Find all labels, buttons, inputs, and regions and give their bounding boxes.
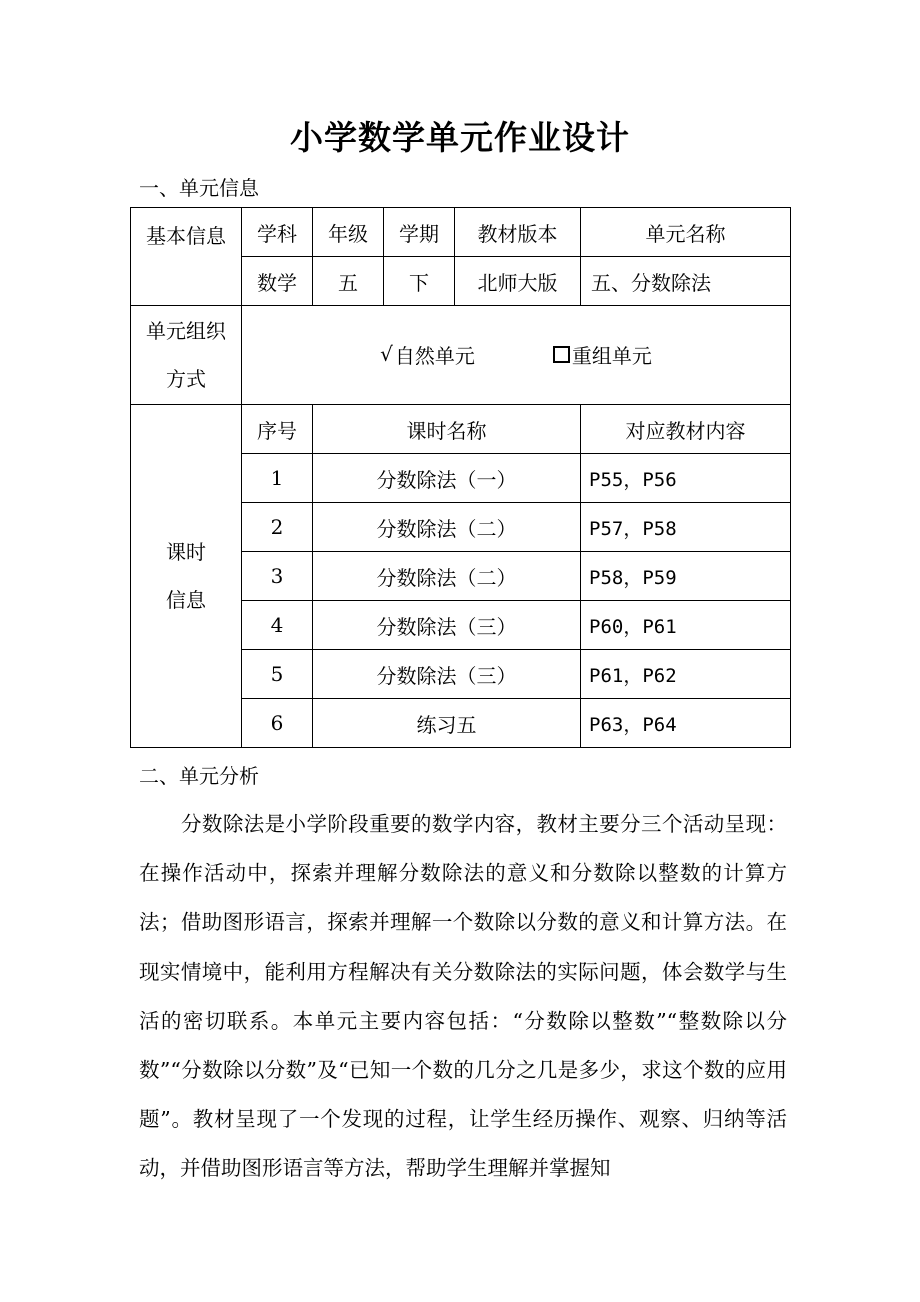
org-label [131,306,242,405]
natural-unit-option[interactable] [380,318,475,390]
table-row [131,405,791,454]
header-pages: 对应教材内容 [581,405,791,454]
lesson-name: 练习五 [313,699,581,748]
section-heading-unit-analysis: 二、单元分析 [139,764,259,788]
lesson-no: 6 [242,699,313,748]
basic-info-label: 基本信息 [131,208,242,306]
regroup-unit-label: 重组单元 [571,343,652,368]
regroup-unit-option[interactable] [553,318,652,390]
lesson-name: 分数除法（一） [313,454,581,503]
header-grade: 年级 [313,208,384,257]
lesson-name: 分数除法（二） [313,552,581,601]
header-no: 序号 [242,405,313,454]
section-heading-unit-info: 一、单元信息 [139,176,259,200]
header-edition: 教材版本 [455,208,581,257]
lesson-pages: P61，P62 [581,650,791,699]
header-lesson-name: 课时名称 [313,405,581,454]
lesson-no: 5 [242,650,313,699]
page-title: 小学数学单元作业设计 [290,118,630,157]
org-options [242,306,791,405]
lesson-name: 分数除法（三） [313,601,581,650]
org-label-line2: 方式 [166,367,206,391]
lesson-label-line2: 信息 [166,588,206,612]
value-unit-name: 五、分数除法 [581,257,791,306]
lesson-label-line1: 课时 [166,540,206,564]
value-term: 下 [384,257,455,306]
value-edition: 北师大版 [455,257,581,306]
lesson-pages: P57，P58 [581,503,791,552]
check-mark-icon: √ [380,342,393,366]
analysis-paragraph: 分数除法是小学阶段重要的数学内容，教材主要分三个活动呈现：在操作活动中，探索并理解分数除法的意义和分数除以整数的计算方法；借助图形语言，探索并理解一个数除以分数的意义和计算方法。在现实情境中，能利用方程解决有关分数除法的实际问题，体会数学与生活的密切联系。本单元主要内容包括：“分数除以整数”“整数除以分数”“分数除以分数”及“已知一个数的几分之几是多少，求这个数的应用题”。教材呈现了一个发现的过程，让学生经历操作、观察、归纳等活动，并借助图形语言等方法，帮助学生理解并掌握知 [139,812,787,1181]
header-subject: 学科 [242,208,313,257]
value-grade: 五 [313,257,384,306]
lesson-pages: P55，P56 [581,454,791,503]
org-label-line1: 单元组织 [146,319,226,343]
lesson-pages: P63，P64 [581,699,791,748]
value-subject: 数学 [242,257,313,306]
lesson-no: 2 [242,503,313,552]
unit-info-table [130,207,791,748]
natural-unit-label: 自然单元 [394,343,475,368]
lesson-no: 1 [242,454,313,503]
lesson-info-label [131,405,242,748]
table-row [131,208,791,257]
checkbox-empty-icon [553,346,570,363]
lesson-name: 分数除法（二） [313,503,581,552]
lesson-pages: P58，P59 [581,552,791,601]
lesson-no: 3 [242,552,313,601]
header-unit-name: 单元名称 [581,208,791,257]
lesson-no: 4 [242,601,313,650]
lesson-pages: P60，P61 [581,601,791,650]
table-row [131,306,791,405]
header-term: 学期 [384,208,455,257]
lesson-name: 分数除法（三） [313,650,581,699]
